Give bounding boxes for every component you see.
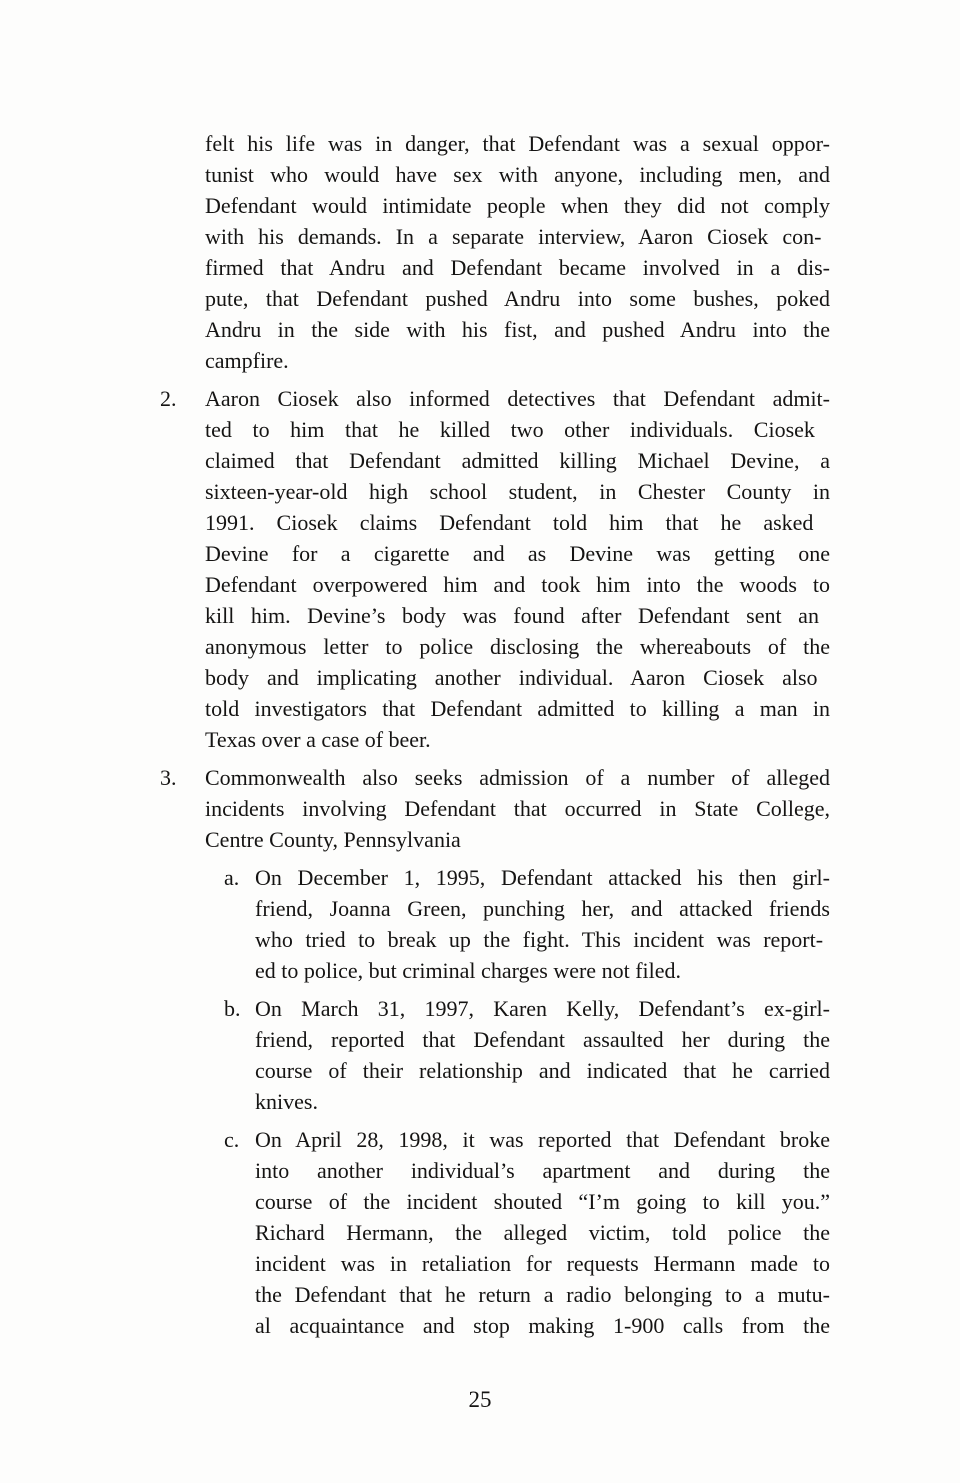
list-item-3: [160, 762, 830, 855]
text-line: al acquaintance and stop making 1-900 calls from the: [255, 1313, 830, 1338]
text-line: ted to him that he killed two other individuals. Ciosek: [205, 417, 815, 442]
text-line: Andru in the side with his fist, and pushed Andru into the: [205, 317, 830, 342]
list-item-2: [160, 383, 830, 755]
list-item-b: [224, 993, 830, 1117]
text-line: into another individual’s apartment and during the: [255, 1158, 830, 1183]
text-line: Richard Hermann, the alleged victim, told police the: [255, 1220, 830, 1245]
text-line: Devine for a cigarette and as Devine was getting one: [205, 541, 830, 566]
text-line: the Defendant that he return a radio belonging to a mutu-: [255, 1282, 830, 1307]
text-line: friend, reported that Defendant assaulted her during the: [255, 1027, 830, 1052]
text-line: incident was in retaliation for requests Hermann made to: [255, 1251, 830, 1276]
text-line: Aaron Ciosek also informed detectives that Defendant admit-: [205, 386, 830, 411]
page-number: 25: [468, 1387, 492, 1412]
text-line: pute, that Defendant pushed Andru into some bushes, poked: [205, 286, 830, 311]
item-marker: c.: [224, 1127, 240, 1152]
text-line: Texas over a case of beer.: [205, 727, 431, 752]
item-marker: 2.: [160, 386, 177, 411]
text-line: On March 31, 1997, Karen Kelly, Defendant’s ex-girl-: [255, 996, 830, 1021]
text-line: Defendant would intimidate people when they did not comply: [205, 193, 830, 218]
text-line: ed to police, but criminal charges were not filed.: [255, 958, 682, 983]
text-line: incidents involving Defendant that occurred in State College,: [205, 796, 830, 821]
text-line: Centre County, Pennsylvania: [205, 827, 461, 852]
text-line: claimed that Defendant admitted killing Michael Devine, a: [205, 448, 830, 473]
list-item-a: [224, 862, 830, 986]
text-line: who tried to break up the fight. This incident was report-: [255, 927, 824, 952]
text-line: On April 28, 1998, it was reported that Defendant broke: [255, 1127, 830, 1152]
text-line: campfire.: [205, 348, 289, 373]
text-line: body and implicating another individual. Aaron Ciosek also: [205, 665, 818, 690]
item-marker: a.: [224, 865, 240, 890]
list-item-c: [224, 1124, 830, 1341]
document-body: [0, 128, 960, 1341]
item-marker: 3.: [160, 765, 177, 790]
text-line: On December 1, 1995, Defendant attacked his then girl-: [255, 865, 830, 890]
paragraph-continuation: [205, 128, 830, 376]
text-line: knives.: [255, 1089, 318, 1114]
text-line: course of their relationship and indicated that he carried: [255, 1058, 830, 1083]
text-line: firmed that Andru and Defendant became involved in a dis-: [205, 255, 830, 280]
text-line: Commonwealth also seeks admission of a number of alleged: [205, 765, 830, 790]
text-line: friend, Joanna Green, punching her, and attacked friends: [255, 896, 830, 921]
text-line: kill him. Devine’s body was found after Defendant sent an: [205, 603, 819, 628]
text-line: anonymous letter to police disclosing the whereabouts of the: [205, 634, 830, 659]
text-line: told investigators that Defendant admitted to killing a man in: [205, 696, 830, 721]
text-line: 1991. Ciosek claims Defendant told him that he asked: [205, 510, 814, 535]
text-line: with his demands. In a separate interview, Aaron Ciosek con-: [205, 224, 822, 249]
item-marker: b.: [224, 996, 241, 1021]
text-line: tunist who would have sex with anyone, including men, and: [205, 162, 830, 187]
text-line: felt his life was in danger, that Defendant was a sexual oppor-: [205, 131, 830, 156]
text-line: sixteen-year-old high school student, in Chester County in: [205, 479, 830, 504]
text-line: course of the incident shouted “I’m going to kill you.”: [255, 1189, 830, 1214]
text-line: Defendant overpowered him and took him into the woods to: [205, 572, 830, 597]
